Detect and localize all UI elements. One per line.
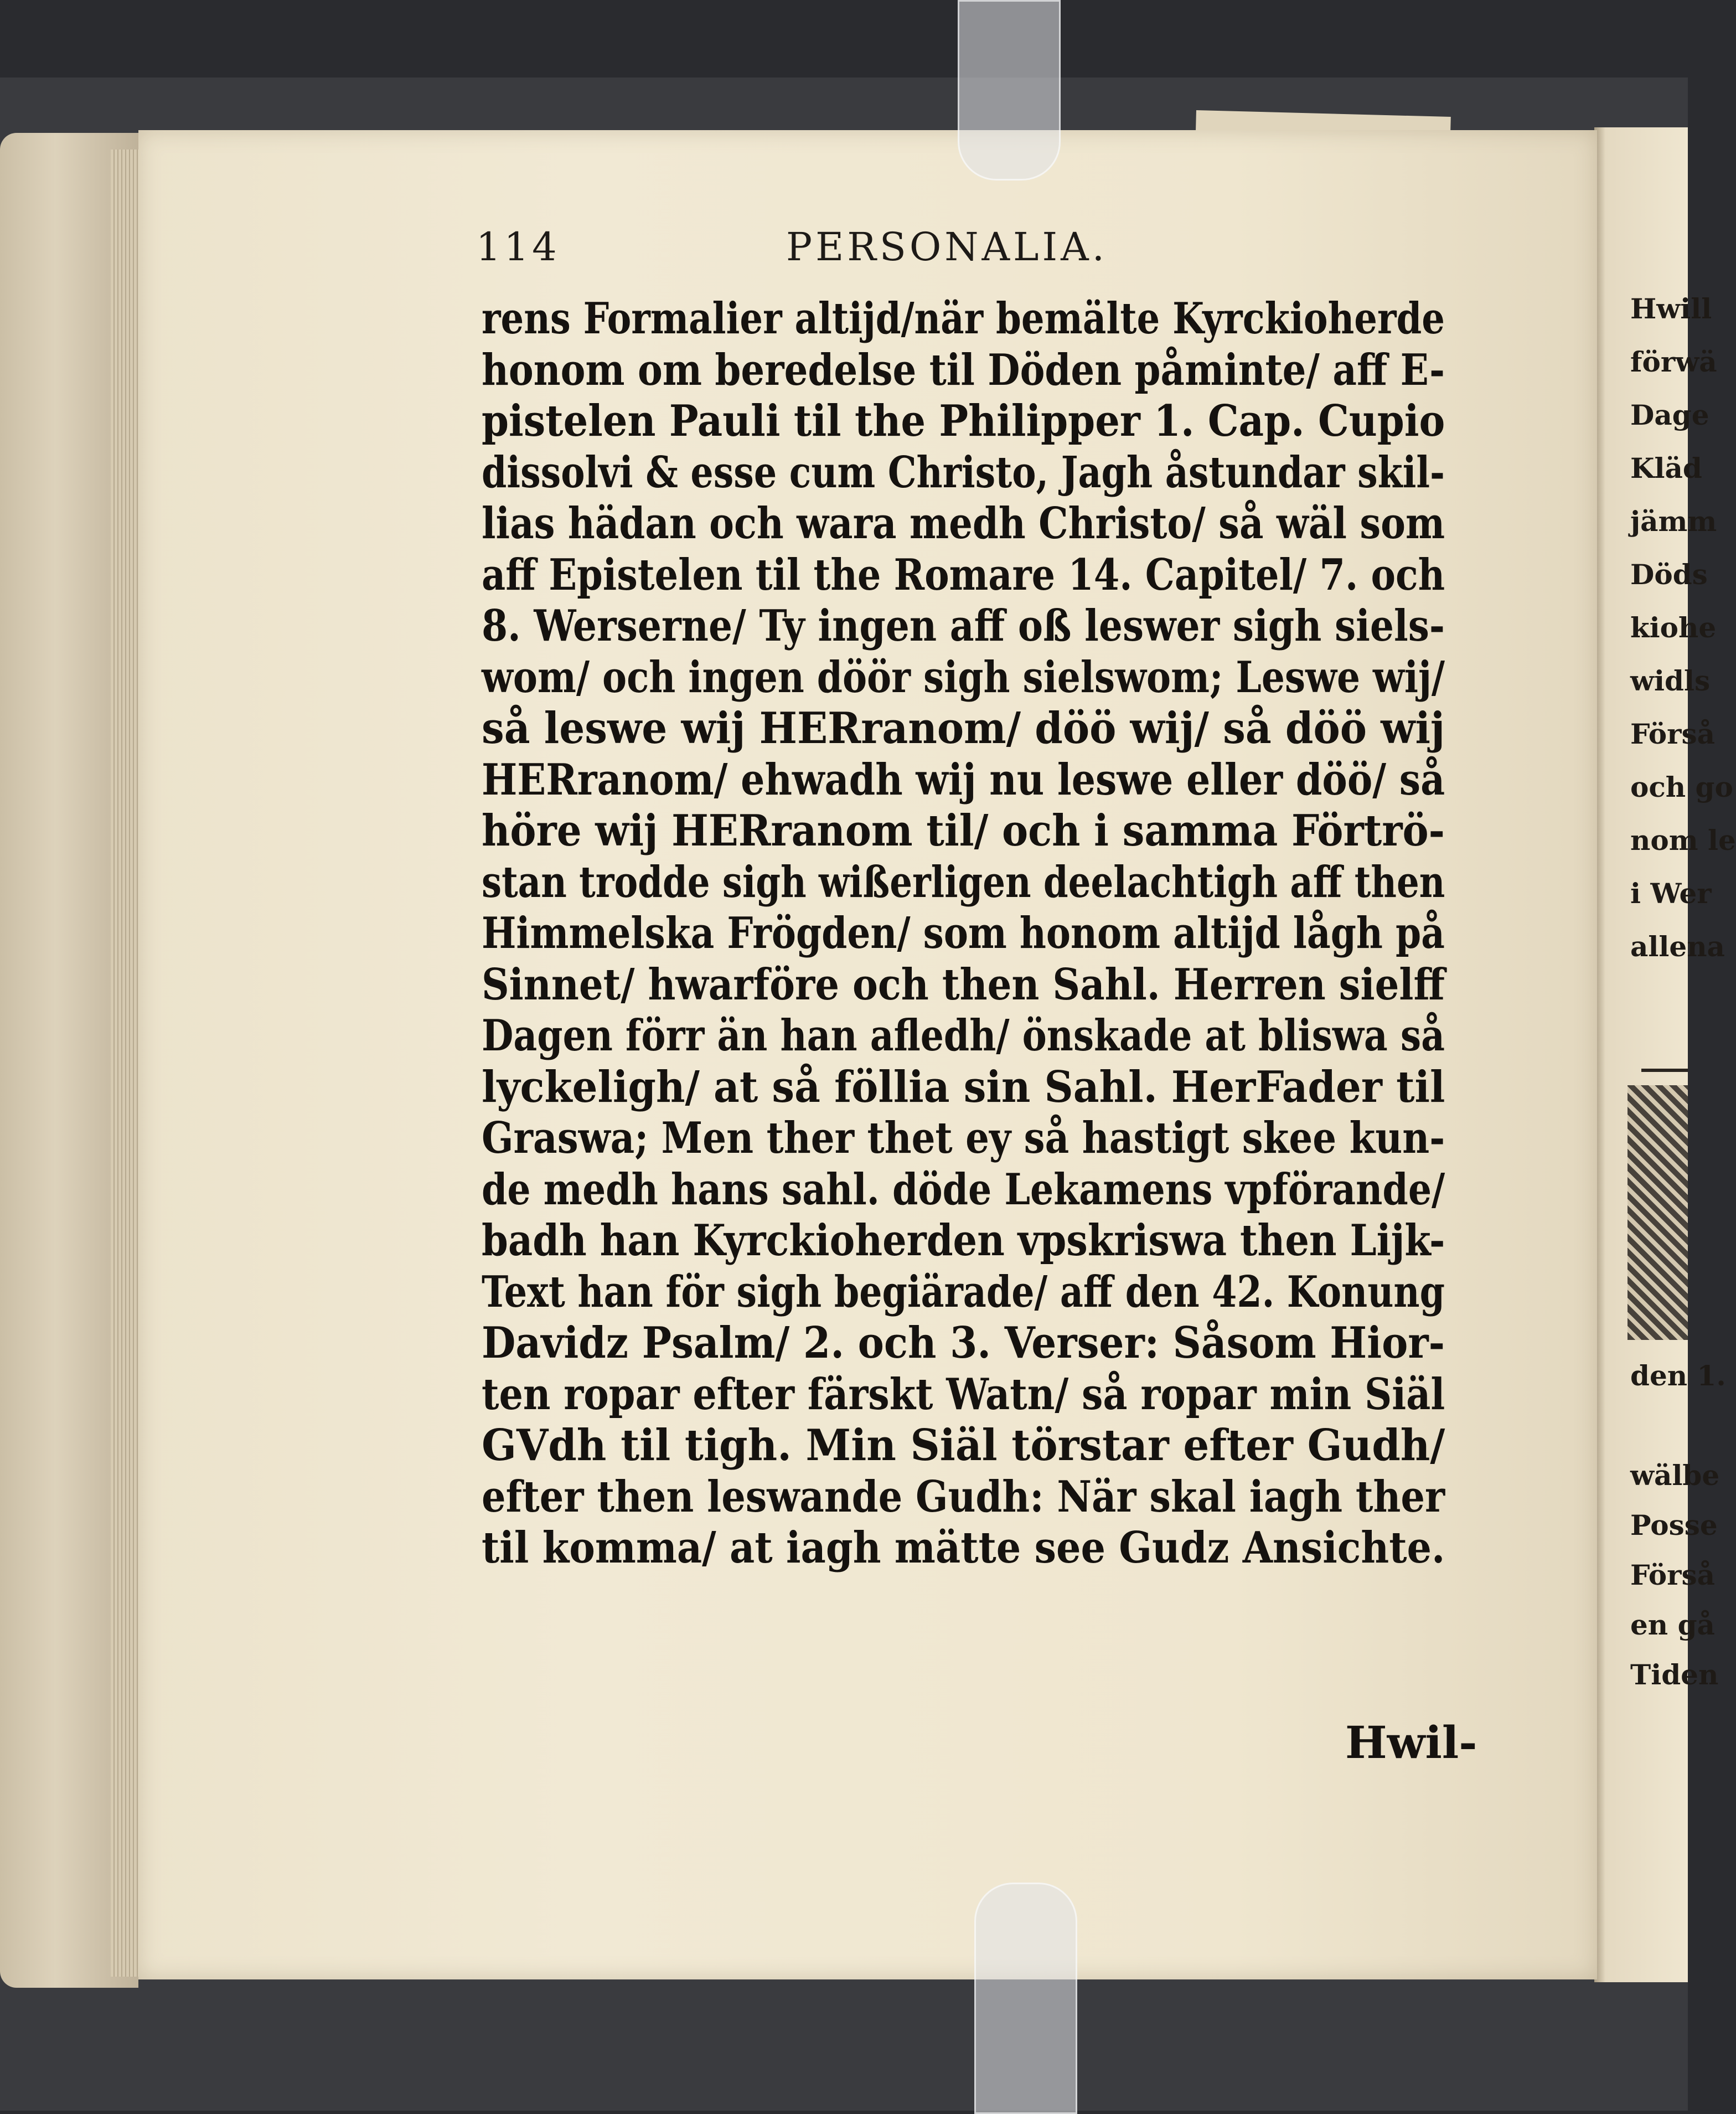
text-line: så leswe wij HERranom/ döö wij/ så döö wij: [482, 703, 1445, 754]
running-head: PERSONALIA.: [786, 224, 1108, 270]
page-clip-top: [958, 0, 1061, 181]
page-header: [476, 224, 1162, 285]
text-line: stan trodde sigh wißerligen deelachtigh aff then: [482, 857, 1445, 908]
text-line: aff Epistelen til the Romare 14. Capitel/ 7. och: [482, 549, 1445, 600]
text-line: lyckeligh/ at så föllia sin Sahl. HerFader til: [482, 1061, 1445, 1112]
text-line: honom om beredelse til Döden påminte/ aff E-: [482, 344, 1445, 395]
text-line: dissolvi & esse cum Christo, Jagh åstundar skil-: [482, 447, 1445, 498]
text-line: ten ropar efter färskt Watn/ så ropar min Siäl: [482, 1369, 1445, 1420]
text-line: Sinnet/ hwarföre och then Sahl. Herren sielff: [482, 959, 1445, 1010]
facing-page-text-bottom: den 1. wälbe Posse Förså en gå Tiden: [1630, 1359, 1726, 1691]
page-body-text: [482, 293, 1445, 1574]
catchword: Hwil-: [1345, 1716, 1477, 1768]
text-line: wom/ och ingen döör sigh sielswom; Leswe wij/: [482, 652, 1445, 703]
text-line: pistelen Pauli til the Philipper 1. Cap. Cupio: [482, 396, 1445, 446]
text-line: 8. Werserne/ Ty ingen aff oß leswer sigh siels-: [482, 601, 1445, 651]
facing-page-text-top: Hwill förwä Dage Kläd jämm Döds kiohe widls Förså och go nom le i Wer allena: [1630, 292, 1736, 963]
facing-page-rule: [1641, 1069, 1688, 1072]
text-line: Graswa; Men ther thet ey så hastigt skee kun-: [482, 1113, 1445, 1163]
text-line: lias hädan och wara medh Christo/ så wäl som: [482, 498, 1445, 549]
text-line: de medh hans sahl. döde Lekamens vpförande/: [482, 1164, 1445, 1215]
text-line: höre wij HERranom til/ och i samma Förtrö-: [482, 806, 1445, 856]
page-number: 114: [476, 224, 560, 270]
text-line: badh han Kyrckioherden vpskriswa then Lijk-: [482, 1215, 1445, 1266]
page-clip-bottom: [974, 1883, 1077, 2114]
text-line: efter then leswande Gudh: När skal iagh ther: [482, 1471, 1445, 1522]
text-line: Davidz Psalm/ 2. och 3. Verser: Såsom Hior-: [482, 1318, 1445, 1368]
ornamental-initial-icon: [1628, 1085, 1688, 1340]
text-line: Himmelska Frögden/ som honom altijd lågh på: [482, 908, 1445, 958]
text-line: Text han för sigh begiärade/ aff den 42. Konung: [482, 1266, 1445, 1317]
text-line: til komma/ at iagh mätte see Gudz Ansichte.: [482, 1523, 1445, 1573]
text-line: GVdh til tigh. Min Siäl törstar efter Gudh/: [482, 1420, 1445, 1471]
text-line: rens Formalier altijd/när bemälte Kyrckioherde: [482, 293, 1445, 344]
text-line: HERranom/ ehwadh wij nu leswe eller döö/ så: [482, 754, 1445, 805]
text-line: Dagen förr än han afledh/ önskade at bliswa så: [482, 1010, 1445, 1061]
